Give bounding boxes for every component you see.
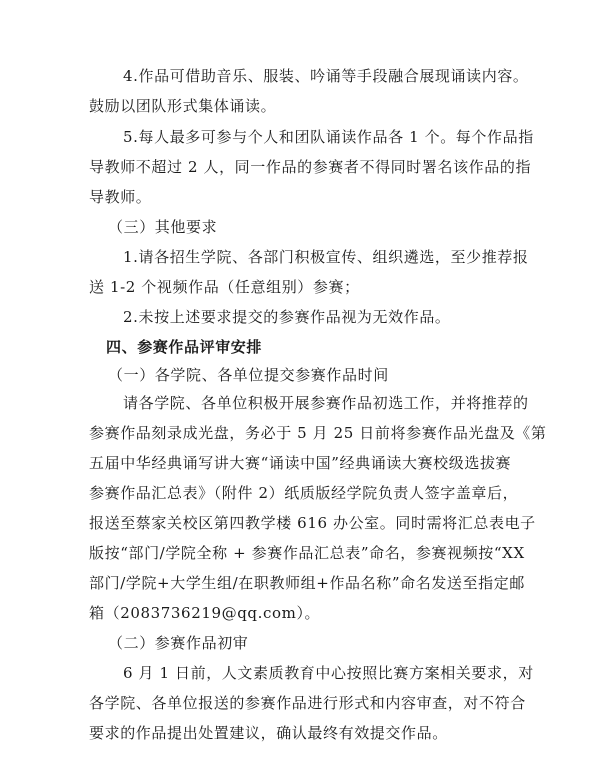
paragraph-line: 版按“部门/学院全称 + 参赛作品汇总表”命名，参赛视频按“XX — [89, 544, 525, 562]
paragraph-line: 报送至蔡家关校区第四教学楼 616 办公室。同时需将汇总表电子 — [89, 514, 536, 532]
paragraph-line: 1.请各招生学院、各部门积极宣传、组织遴选，至少推荐报 — [123, 248, 529, 266]
paragraph-line: 部门/学院+大学生组/在职教师组+作品名称”命名发送至指定邮 — [89, 574, 525, 592]
paragraph-line: 2.未按上述要求提交的参赛作品视为无效作品。 — [123, 308, 451, 326]
paragraph-line: 导教师不超过 2 人，同一作品的参赛者不得同时署名该作品的指 — [89, 158, 532, 176]
paragraph-line: 4.作品可借助音乐、服装、吟诵等手段融合展现诵读内容。 — [123, 67, 529, 85]
paragraph-line: 箱（2083736219@qq.com）。 — [89, 604, 321, 622]
paragraph-line: 6 月 1 日前，人文素质教育中心按照比赛方案相关要求，对 — [123, 664, 534, 682]
subsection-heading: （三）其他要求 — [108, 218, 218, 236]
paragraph-line: 参赛作品汇总表》（附件 2）纸质版经学院负责人签字盖章后， — [89, 484, 519, 502]
paragraph-line: 5.每人最多可参与个人和团队诵读作品各 1 个。每个作品指 — [123, 128, 534, 146]
subsection-heading: （一）各学院、各单位提交参赛作品时间 — [108, 366, 389, 384]
paragraph-line: 导教师。 — [89, 188, 152, 206]
paragraph-line: 参赛作品刻录成光盘，务必于 5 月 25 日前将参赛作品光盘及《第 — [89, 424, 547, 442]
section-heading: 四、参赛作品评审安排 — [106, 338, 263, 356]
paragraph-line: 请各学院、各单位积极开展参赛作品初选工作，并将推荐的 — [123, 394, 529, 412]
paragraph-line: 送 1-2 个视频作品（任意组别）参赛； — [89, 278, 360, 296]
paragraph-line: 鼓励以团队形式集体诵读。 — [89, 97, 277, 115]
subsection-heading: （二）参赛作品初审 — [108, 634, 249, 652]
paragraph-line: 要求的作品提出处置建议，确认最终有效提交作品。 — [89, 724, 448, 742]
paragraph-line: 各学院、各单位报送的参赛作品进行形式和内容审查，对不符合 — [89, 694, 526, 712]
paragraph-line: 五届中华经典诵写讲大赛“诵读中国”经典诵读大赛校级选拔赛 — [89, 454, 512, 472]
